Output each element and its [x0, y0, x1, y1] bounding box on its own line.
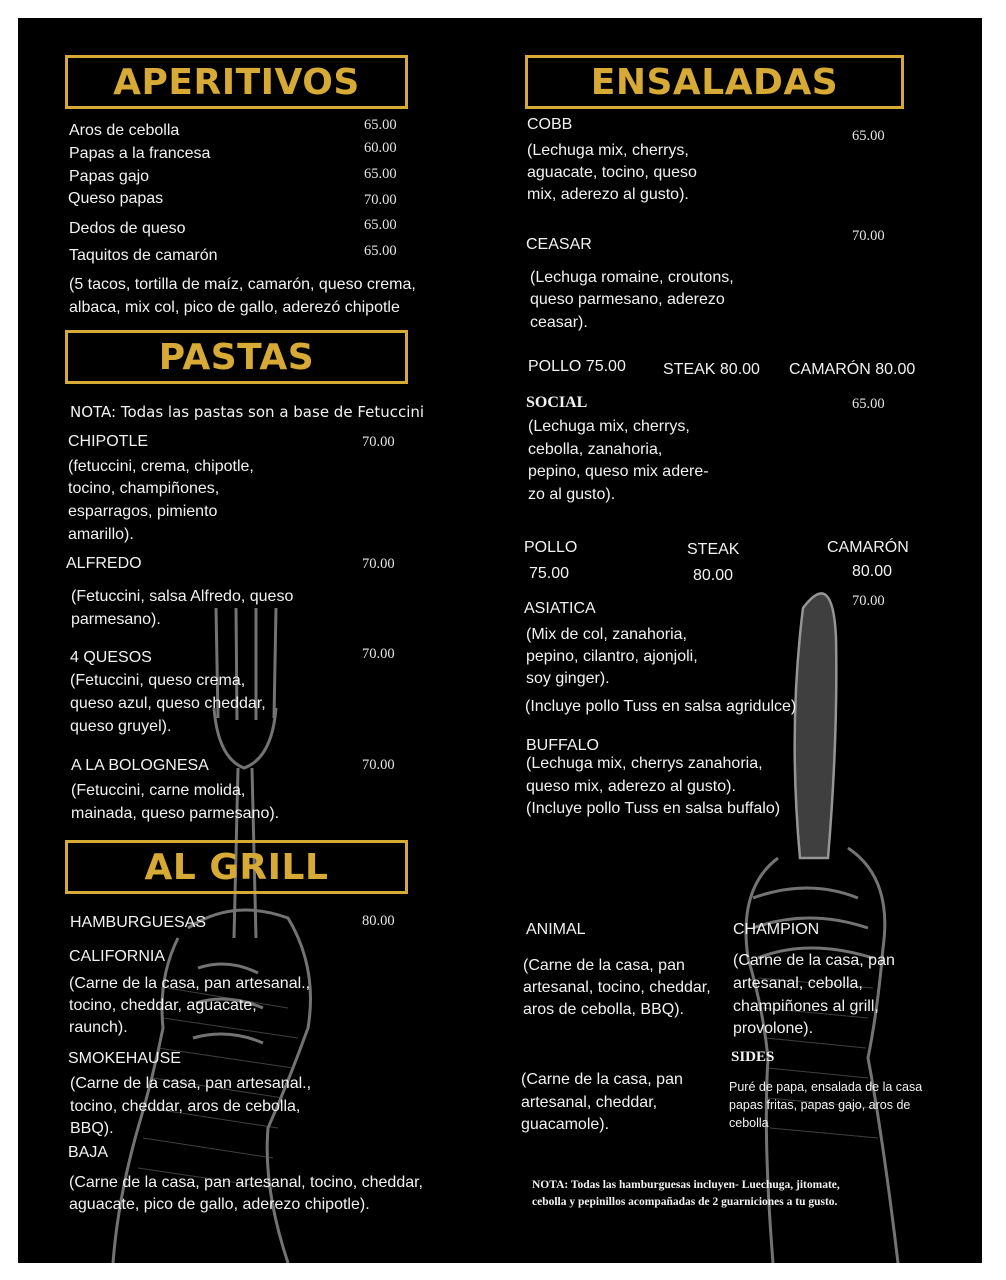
pasta-name: ALFREDO: [66, 555, 142, 572]
pasta-desc: tocino, champiñones,: [68, 480, 220, 497]
pasta-desc: parmesano).: [71, 611, 161, 628]
ensalada-option: CAMARÓN 80.00: [789, 361, 916, 378]
pasta-desc: (fetuccini, crema, chipotle,: [68, 458, 254, 475]
aperitivo-name: Taquitos de camarón: [69, 247, 218, 264]
menu-page: [18, 18, 982, 1263]
pasta-desc: (Fetuccini, carne molida,: [71, 782, 246, 799]
grill-desc: champiñones al grill,: [733, 998, 879, 1015]
aperitivo-price: 60.00: [364, 140, 397, 156]
al-grill-header: AL GRILL: [65, 840, 408, 894]
aperitivo-price: 70.00: [364, 192, 397, 208]
ensalada-option-price: 75.00: [529, 565, 570, 582]
grill-desc: (Carne de la casa, pan: [523, 957, 685, 974]
ensalada-option-price: 80.00: [852, 563, 893, 580]
grill-desc: tocino, cheddar, aguacate,: [69, 997, 257, 1014]
grill-desc: raunch).: [69, 1019, 128, 1036]
ensalada-desc: ceasar).: [530, 314, 588, 331]
aperitivo-price: 65.00: [364, 243, 397, 259]
ensalada-desc: queso mix, aderezo al gusto).: [526, 778, 736, 795]
grill-desc: (Carne de la casa, pan: [521, 1071, 683, 1088]
pastas-note: NOTA: Todas las pastas son a base de Fetuccini: [70, 403, 425, 421]
ensalada-name: CEASAR: [526, 236, 592, 253]
sides-desc: Puré de papa, ensalada de la casa: [729, 1080, 923, 1094]
sides-desc: papas fritas, papas gajo, aros de: [729, 1098, 911, 1112]
pasta-desc: (Fetuccini, queso crema,: [70, 672, 246, 689]
sides-title: SIDES: [731, 1049, 775, 1065]
ensalada-desc: cebolla, zanahoria,: [528, 441, 663, 458]
pasta-name: CHIPOTLE: [68, 433, 149, 450]
ensalada-desc: (Incluye pollo Tuss en salsa buffalo): [526, 800, 781, 817]
pasta-desc: amarillo).: [68, 526, 134, 543]
aperitivo-price: 65.00: [364, 117, 397, 133]
ensalada-desc: queso parmesano, aderezo: [530, 291, 725, 308]
grill-name: HAMBURGUESAS: [70, 914, 207, 931]
aperitivos-header: APERITIVOS: [65, 55, 408, 109]
ensalada-option: CAMARÓN: [827, 539, 909, 556]
grill-name: CALIFORNIA: [69, 948, 166, 965]
pasta-price: 70.00: [362, 646, 395, 662]
grill-name: CHAMPION: [733, 921, 820, 938]
ensalada-name: COBB: [527, 116, 573, 133]
ensalada-name: SOCIAL: [526, 394, 588, 411]
grill-desc: (Carne de la casa, pan artesanal.,: [69, 975, 311, 992]
grill-desc: guacamole).: [521, 1116, 610, 1133]
grill-desc: (Carne de la casa, pan: [733, 952, 895, 969]
aperitivo-price: 65.00: [364, 166, 397, 182]
pasta-price: 70.00: [362, 434, 395, 450]
ensalada-desc: pepino, cilantro, ajonjoli,: [526, 648, 698, 665]
grill-desc: artesanal, tocino, cheddar,: [523, 979, 711, 996]
ensalada-price: 65.00: [852, 396, 885, 412]
ensalada-desc: (Mix de col, zanahoria,: [526, 626, 687, 643]
ensalada-desc: (Lechuga mix, cherrys zanahoria,: [526, 755, 763, 772]
pasta-desc: queso gruyel).: [70, 718, 172, 735]
aperitivo-name: Aros de cebolla: [69, 122, 180, 139]
aperitivo-desc: (5 tacos, tortilla de maíz, camarón, queso crema,: [69, 276, 416, 293]
ensalada-option-price: 80.00: [693, 567, 734, 584]
ensalada-desc: aguacate, tocino, queso: [527, 164, 697, 181]
grill-desc: provolone).: [733, 1020, 814, 1037]
aperitivo-name: Queso papas: [68, 190, 164, 207]
ensalada-option: STEAK 80.00: [663, 361, 760, 378]
ensalada-name: ASIATICA: [524, 600, 596, 617]
pasta-price: 70.00: [362, 556, 395, 572]
pasta-desc: esparragos, pimiento: [68, 503, 218, 520]
ensalada-desc: soy ginger).: [526, 670, 610, 687]
pasta-price: 70.00: [362, 757, 395, 773]
grill-name: ANIMAL: [526, 921, 586, 938]
grill-desc: tocino, cheddar, aros de cebolla,: [70, 1098, 301, 1115]
aperitivo-desc: albaca, mix col, pico de gallo, aderezó chipotle: [69, 299, 400, 316]
hamburguesas-note: cebolla y pepinillos acompañadas de 2 guarniciones a tu gusto.: [532, 1196, 838, 1208]
aperitivo-name: Papas a la francesa: [69, 145, 211, 162]
pasta-name: A LA BOLOGNESA: [71, 757, 209, 774]
aperitivo-price: 65.00: [364, 217, 397, 233]
grill-desc: artesanal, cheddar,: [521, 1094, 658, 1111]
pasta-desc: mainada, queso parmesano).: [71, 805, 280, 822]
grill-name: SMOKEHAUSE: [68, 1050, 181, 1067]
ensalada-option: POLLO 75.00: [528, 358, 626, 375]
ensalada-desc: mix, aderezo al gusto).: [527, 186, 689, 203]
pastas-header: PASTAS: [65, 330, 408, 384]
grill-name: BAJA: [68, 1144, 109, 1161]
ensalada-desc: zo al gusto).: [528, 486, 616, 503]
ensalada-desc: (Lechuga mix, cherrys,: [528, 418, 690, 435]
ensalada-price: 65.00: [852, 128, 885, 144]
aperitivo-name: Papas gajo: [69, 168, 150, 185]
pasta-name: 4 QUESOS: [70, 649, 152, 666]
grill-desc: aros de cebolla, BBQ).: [523, 1001, 684, 1018]
ensalada-desc: (Lechuga mix, cherrys,: [527, 142, 689, 159]
ensalada-option: POLLO: [524, 539, 578, 556]
grill-desc: artesanal, cebolla,: [733, 975, 863, 992]
ensalada-desc: (Lechuga romaine, croutons,: [530, 269, 734, 286]
ensalada-price: 70.00: [852, 593, 885, 609]
grill-price: 80.00: [362, 913, 395, 929]
pasta-desc: (Fetuccini, salsa Alfredo, queso: [71, 588, 294, 605]
ensalada-desc: (Incluye pollo Tuss en salsa agridulce): [525, 698, 797, 715]
pasta-desc: queso azul, queso cheddar,: [70, 695, 266, 712]
ensalada-price: 70.00: [852, 228, 885, 244]
aperitivo-name: Dedos de queso: [69, 220, 186, 237]
grill-desc: BBQ).: [70, 1120, 114, 1137]
hamburguesas-note: NOTA: Todas las hamburguesas incluyen- Luechuga, jitomate,: [532, 1179, 840, 1191]
ensalada-desc: pepino, queso mix adere-: [528, 463, 709, 480]
sides-desc: cebolla: [729, 1116, 769, 1130]
ensalada-name: BUFFALO: [526, 737, 599, 754]
ensaladas-header: ENSALADAS: [525, 55, 904, 109]
grill-desc: aguacate, pico de gallo, aderezo chipotle).: [69, 1196, 370, 1213]
ensalada-option: STEAK: [687, 541, 740, 558]
grill-desc: (Carne de la casa, pan artesanal, tocino, cheddar,: [69, 1174, 423, 1191]
grill-desc: (Carne de la casa, pan artesanal.,: [70, 1075, 312, 1092]
